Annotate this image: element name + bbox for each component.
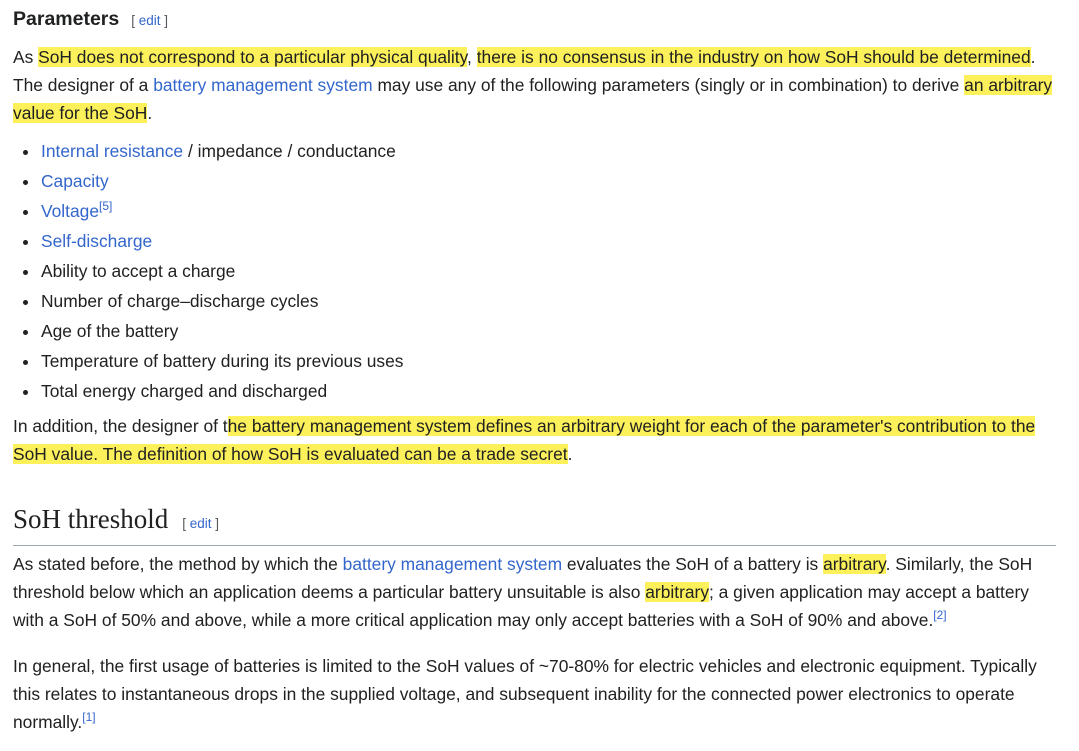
parameters-heading-text: Parameters	[13, 8, 120, 30]
highlight: an arbitrary value for the SoH	[13, 75, 1053, 123]
list-item	[41, 166, 1041, 196]
internal-resistance-link[interactable]: Internal resistance	[41, 141, 184, 161]
list-item: Internal resistance / impedance / conductance	[41, 136, 1041, 166]
self-discharge-link[interactable]: Self-discharge	[41, 231, 153, 251]
voltage-link[interactable]: Voltage	[41, 201, 100, 221]
parameters-heading	[13, 4, 168, 36]
highlight: there is no consensus in the industry on how SoH should be determined	[476, 47, 1031, 67]
parameters-paragraph-2: In addition, the designer of the battery management system defines an arbitrary weight for each of the parameter's contribution to the SoH value. The definition of how SoH is evaluated can be a trade secret.	[13, 416, 1036, 464]
soh-threshold-heading	[13, 500, 1056, 546]
parameters-list	[13, 136, 1041, 406]
reference-2-link[interactable]: [2]	[933, 607, 947, 622]
capacity-link[interactable]: Capacity	[41, 171, 109, 191]
highlight: arbitrary	[645, 582, 710, 602]
soh-threshold-heading-text: SoH threshold	[13, 504, 169, 534]
parameters-edit-section: [ edit ]	[131, 13, 169, 28]
list-item: Age of the battery	[41, 316, 1041, 346]
battery-management-system-link[interactable]: battery management system	[153, 75, 373, 95]
list-item	[41, 226, 1041, 256]
highlight: SoH does not correspond to a particular physical quality	[38, 47, 468, 67]
parameters-paragraph-1: As SoH does not correspond to a particular physical quality, there is no consensus in the industry on how SoH should be determined. The designer of a battery management system may use any of the following parameters (singly or in combination) to derive an arbitrary value for the SoH.	[13, 47, 1053, 123]
list-item: Total energy charged and discharged	[41, 376, 1041, 406]
reference-5-link[interactable]: [5]	[99, 198, 113, 213]
highlight: he battery management system defines an arbitrary weight for each of the parameter's contribution to the SoH value. The definition of how SoH is evaluated can be a trade secret	[13, 416, 1036, 464]
list-item: Ability to accept a charge	[41, 256, 1041, 286]
threshold-edit-link[interactable]: edit	[189, 516, 212, 531]
battery-management-system-link[interactable]: battery management system	[342, 554, 563, 574]
highlight: arbitrary	[823, 554, 886, 574]
parameters-edit-link[interactable]: edit	[138, 13, 161, 28]
threshold-paragraph-2: In general, the first usage of batteries is limited to the SoH values of ~70-80% for electric vehicles and electronic equipment. Typically this relates to instantaneous drops in the supplied voltage, and subsequent inability for the connected power electronics to operate normally.[1]	[13, 656, 1037, 732]
threshold-paragraph-1: As stated before, the method by which the battery management system evaluates the SoH of a battery is arbitrary. Similarly, the SoH threshold below which an application deems a particular battery unsuitable is also arbitrary; a given application may accept a battery with a SoH of 50% and above, while a more critical application may only accept batteries with a SoH of 90% and above.[2]	[13, 554, 1033, 630]
list-item: Number of charge–discharge cycles	[41, 286, 1041, 316]
threshold-edit-section: [ edit ]	[182, 516, 220, 531]
reference-1-link[interactable]: [1]	[82, 709, 96, 724]
list-item: Temperature of battery during its previous uses	[41, 346, 1041, 376]
list-item	[41, 196, 1041, 226]
